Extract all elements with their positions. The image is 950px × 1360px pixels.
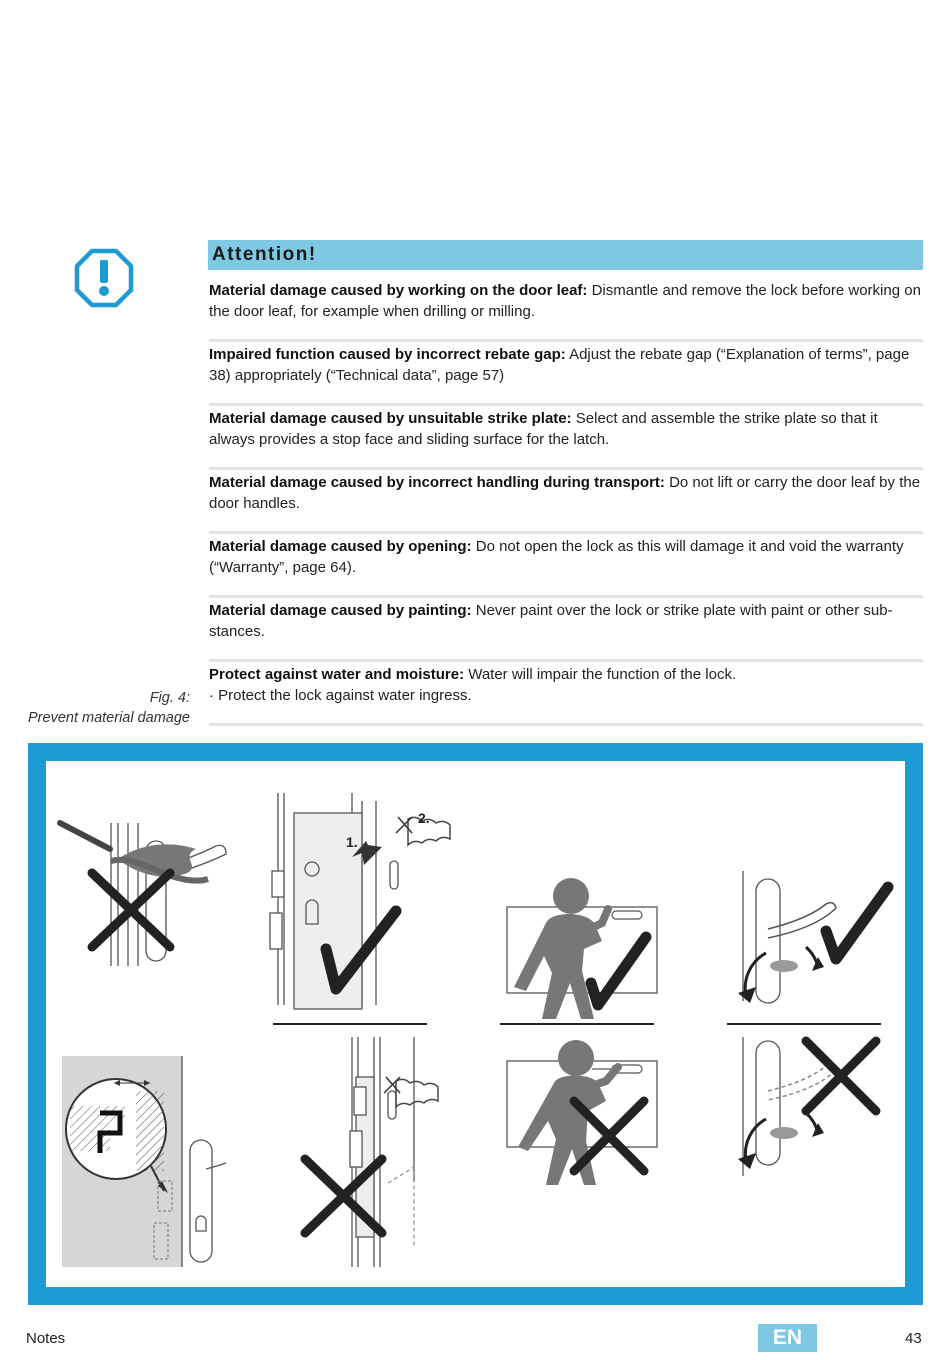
page-number: 43 — [905, 1330, 922, 1347]
attention-item — [209, 473, 923, 534]
step-label-2: 2. — [418, 810, 430, 826]
figure-frame — [28, 743, 923, 1305]
attention-item — [209, 601, 923, 662]
attention-item — [209, 665, 923, 726]
attention-item-text: Material damage caused by unsuitable strike plate: Select and assemble the strike plate so that it always provides a stop face and sliding surface for the latch. — [209, 410, 878, 448]
attention-heading-bar — [208, 240, 923, 270]
panel-carry-by-handle-not-allowed — [507, 1040, 657, 1185]
attention-item — [209, 409, 923, 470]
figure-caption — [10, 688, 190, 728]
footer-section-name: Notes — [26, 1330, 66, 1347]
attention-list — [209, 281, 923, 729]
attention-item-text: Impaired function caused by incorrect rebate gap: Adjust the rebate gap (“Explanation of terms”, page 38) appropriately (“Technical data”, page 57) — [209, 346, 910, 384]
attention-item-text: Material damage caused by painting: Never paint over the lock or strike plate with paint or other sub- stances. — [209, 602, 893, 640]
attention-item — [209, 345, 923, 406]
language-badge: EN — [758, 1324, 817, 1352]
step-label-1: 1. — [346, 834, 358, 850]
figure-illustration — [46, 761, 905, 1287]
panel-lock-removed-ok — [270, 793, 450, 1024]
attention-bullet: · Protect the lock against water ingress. — [209, 686, 472, 704]
panel-painting-not-allowed — [60, 823, 226, 966]
panel-handle-rotation-ok — [727, 871, 888, 1024]
panel-drilling-not-allowed — [305, 1037, 438, 1267]
attention-item-text: Material damage caused by opening: Do not open the lock as this will damage it and void the warranty (“Warranty”, page 64). — [209, 538, 904, 576]
figure-title: Prevent material damage — [28, 710, 190, 726]
attention-item-text: Material damage caused by working on the door leaf: Dismantle and remove the lock before working on the door leaf, for example when drilling or milling. — [209, 282, 921, 320]
panel-door-plate-ok — [500, 878, 657, 1024]
attention-title: Attention! — [212, 244, 317, 265]
figure-number: Fig. 4: — [149, 690, 190, 706]
panel-handle-overturn-not-allowed — [738, 1037, 876, 1176]
attention-item-text: Material damage caused by incorrect handling during transport: Do not lift or carry the door leaf by the door handles. — [209, 474, 921, 512]
figure-illustration-svg — [46, 761, 905, 1287]
attention-item-text: Protect against water and moisture: Water will impair the function of the lock. — [209, 666, 737, 683]
warning-octagon-icon — [74, 248, 134, 308]
attention-item — [209, 281, 923, 342]
panel-rebate-gap-detail — [62, 1056, 226, 1267]
attention-item — [209, 537, 923, 598]
